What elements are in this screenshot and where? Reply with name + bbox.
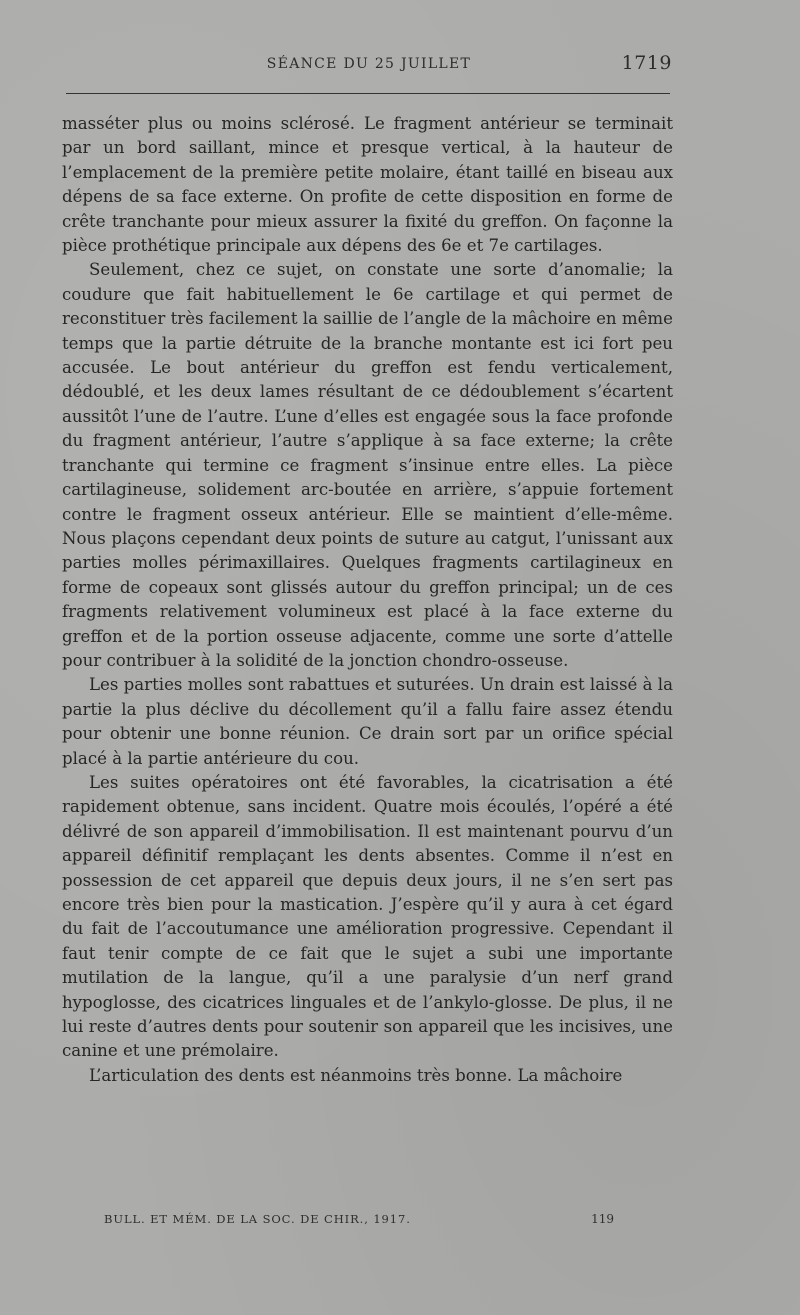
- paragraph-5: L’articulation des dents est néanmoins très bonne. La mâchoire: [89, 1065, 623, 1085]
- page-number: 1719: [621, 52, 672, 74]
- running-head: [66, 52, 672, 78]
- header-rule: [66, 93, 670, 94]
- body-text: [62, 112, 673, 1088]
- running-title: SÉANCE DU 25 JUILLET: [266, 56, 472, 72]
- paragraph-4: Les suites opératoires ont été favorables, la cicatrisation a été rapidement obtenue, sans incident. Quatre mois écoulés, l’opéré a été délivré de son appareil d’immobilisation. Il est maintenant pourvu d’un appareil définitif remplaçant les dents absentes. Comme il n’est en possession de cet appareil que depuis deux jours, il ne s’en sert pas encore très bien pour la mastication. J’espère qu’il y aura à cet égard du fait de l’accoutumance une amélioration progressive. Cependant il faut tenir compte de ce fait que le sujet a subi une importante mutilation de la langue, qu’il a une paralysie d’un nerf grand hypoglosse, des cicatrices linguales et de l’ankylo-glosse. De plus, il ne lui reste d’autres dents pour soutenir son appareil que les incisives, une canine et une prémolaire.: [62, 772, 673, 1061]
- paragraph-1: masséter plus ou moins sclérosé. Le fragment antérieur se terminait par un bord saillant, mince et presque vertical, à la hauteur de l’emplacement de la première petite molaire, étant taillé en biseau aux dépens de sa face externe. On profite de cette disposition en forme de crête tranchante pour mieux assurer la fixité du greffon. On façonne la pièce prothétique principale aux dépens des 6e et 7e cartilages.: [62, 114, 673, 256]
- footer-signature: 119: [591, 1212, 614, 1226]
- footer: [104, 1212, 614, 1232]
- paragraph-3: Les parties molles sont rabattues et suturées. Un drain est laissé à la partie la plus déclive du décollement qu’il a fallu faire assez étendu pour obtenir une bonne réunion. Ce drain sort par un orifice spécial placé à la partie antérieure du cou.: [62, 675, 673, 768]
- paragraph-2: Seulement, chez ce sujet, on constate une sorte d’anomalie; la coudure que fait habituellement le 6e cartilage et qui permet de reconstituer très facilement la saillie de l’angle de la mâchoire en même temps que la partie détruite de la branche montante est ici fort peu accusée. Le bout antérieur du greffon est fendu verticalement, dédoublé, et les deux lames résultant de ce dédoublement s’écartent aussitôt l’une de l’autre. L’une d’elles est engagée sous la face profonde du fragment antérieur, l’autre s’applique à sa face externe; la crête tranchante qui termine ce fragment s’insinue entre elles. La pièce cartilagineuse, solidement arc-boutée en arrière, s’appuie fortement contre le fragment osseux antérieur. Elle se maintient d’elle-même. Nous plaçons cependant deux points de suture au catgut, l’unissant aux parties molles périmaxillaires. Quelques fragments cartilagineux en forme de copeaux sont glissés autour du greffon principal; un de ces fragments relativement volumineux est placé à la face externe du greffon et de la portion osseuse adjacente, comme une sorte d’attelle pour contribuer à la solidité de la jonction chondro-osseuse.: [62, 260, 673, 670]
- footer-source: BULL. ET MÉM. DE LA SOC. DE CHIR., 1917.: [104, 1212, 411, 1226]
